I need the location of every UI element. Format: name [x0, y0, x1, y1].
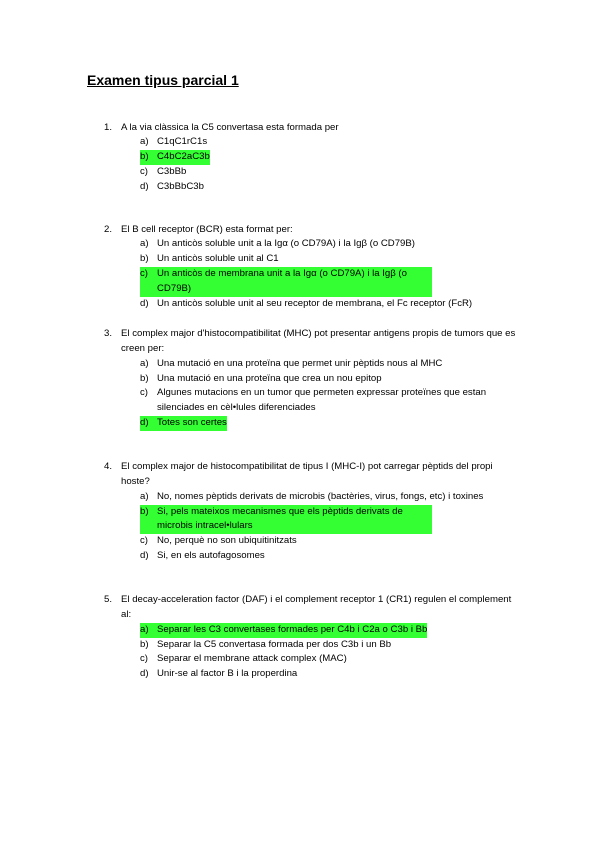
question-number: 5.	[104, 594, 113, 605]
option-d	[104, 416, 227, 431]
highlighted-answer: Si, pels mateixos mecanismes que els pèptids derivats de microbis intracel•lulars	[157, 505, 403, 532]
option-b	[104, 638, 524, 653]
option-text: C3bBbC3b	[157, 180, 204, 192]
option-a	[104, 623, 427, 638]
option-letter: d)	[140, 668, 149, 680]
option-letter: a)	[140, 357, 149, 369]
question-text: A la via clàssica la C5 convertasa esta formada per	[121, 122, 339, 133]
option-c	[104, 534, 524, 549]
option-a	[104, 490, 524, 505]
option-letter: c)	[140, 535, 148, 547]
option-text: Un anticòs soluble unit al seu receptor de membrana, el Fc receptor (FcR)	[157, 297, 473, 309]
option-letter: d)	[140, 417, 149, 428]
option-letter: a)	[140, 490, 149, 502]
option-b	[104, 372, 524, 387]
options-list	[104, 135, 524, 194]
question-text: El decay-acceleration factor (DAF) i el complement receptor 1 (CR1) regulen el complement al:	[121, 594, 512, 621]
option-text: Un anticòs soluble unit a la Igα (o CD79A) i la Igβ (o CD79B)	[157, 238, 415, 250]
option-text: Si, en els autofagosomes	[157, 550, 265, 561]
question-stem	[104, 459, 524, 490]
option-c	[104, 386, 524, 416]
highlighted-answer: C4bC2aC3b	[157, 151, 210, 163]
option-d	[104, 549, 524, 564]
option-text: Una mutació en una proteïna que crea un nou epitop	[157, 372, 382, 384]
option-text: C3bBb	[157, 166, 187, 177]
highlighted-answer: Totes son certes	[157, 417, 227, 428]
question-1	[104, 120, 524, 195]
question-4	[104, 459, 524, 564]
question-text: El complex major d'histocompatibilitat (MHC) pot presentar antigens propis de tumors que es creen per:	[121, 328, 516, 355]
option-b	[104, 252, 524, 267]
question-stem	[104, 120, 524, 135]
option-letter: a)	[140, 136, 149, 148]
option-letter: a)	[140, 238, 149, 250]
question-number: 1.	[104, 122, 113, 133]
option-d	[104, 180, 524, 195]
option-a	[104, 357, 524, 372]
option-a	[104, 237, 524, 252]
option-c	[104, 165, 524, 180]
page-title: Examen tipus parcial 1	[87, 72, 239, 88]
question-number: 3.	[104, 328, 113, 339]
question-stem	[104, 222, 524, 237]
options-list	[104, 623, 524, 682]
option-text: Separar la C5 convertasa formada per dos C3b i un Bb	[157, 638, 392, 650]
options-list	[104, 490, 524, 564]
option-c	[104, 652, 524, 667]
option-letter: c)	[140, 166, 148, 177]
option-text: No, perquè no son ubiquitinitzats	[157, 535, 297, 547]
question-stem	[104, 326, 524, 357]
option-d	[104, 297, 524, 312]
option-letter: b)	[140, 151, 149, 163]
question-5	[104, 592, 524, 682]
option-b	[104, 505, 432, 535]
option-b	[104, 150, 210, 165]
option-letter: b)	[140, 253, 149, 265]
option-d	[104, 667, 524, 682]
option-letter: b)	[140, 505, 149, 517]
option-letter: b)	[140, 638, 149, 650]
option-letter: a)	[140, 623, 149, 635]
options-list	[104, 237, 524, 311]
question-text: El complex major de histocompatibilitat de tipus I (MHC-I) pot carregar pèptids del propi hoste?	[121, 461, 493, 488]
option-text: No, nomes pèptids derivats de microbis (bactèries, virus, fongs, etc) i toxines	[157, 490, 484, 502]
option-letter: d)	[140, 180, 149, 192]
option-letter: c)	[140, 387, 148, 399]
question-number: 2.	[104, 224, 113, 235]
highlighted-answer: Separar les C3 convertases formades per C4b i C2a o C3b i Bb	[157, 623, 428, 635]
option-letter: d)	[140, 550, 149, 561]
option-letter: c)	[140, 653, 148, 665]
question-number: 4.	[104, 461, 113, 472]
option-text: Algunes mutacions en un tumor que permeten expressar proteïnes que estan silenciades en cèl•lules diferenciades	[157, 387, 487, 414]
options-list	[104, 357, 524, 431]
option-text: Unir-se al factor B i la properdina	[157, 668, 298, 680]
option-letter: b)	[140, 372, 149, 384]
question-text: El B cell receptor (BCR) esta format per:	[121, 224, 293, 235]
option-text: Separar el membrane attack complex (MAC)	[157, 653, 347, 665]
question-stem	[104, 592, 524, 623]
question-2	[104, 222, 524, 311]
option-text: C1qC1rC1s	[157, 136, 208, 148]
option-text: Un anticòs soluble unit al C1	[157, 253, 279, 265]
option-letter: d)	[140, 297, 149, 309]
highlighted-answer: Un anticòs de membrana unit a la Igα (o CD79A) i la Igβ (o CD79B)	[157, 268, 407, 294]
option-text: Una mutació en una proteïna que permet unir pèptids nous al MHC	[157, 357, 443, 369]
option-a	[104, 135, 524, 150]
option-letter: c)	[140, 268, 148, 279]
question-3	[104, 326, 524, 431]
option-c	[104, 267, 432, 297]
